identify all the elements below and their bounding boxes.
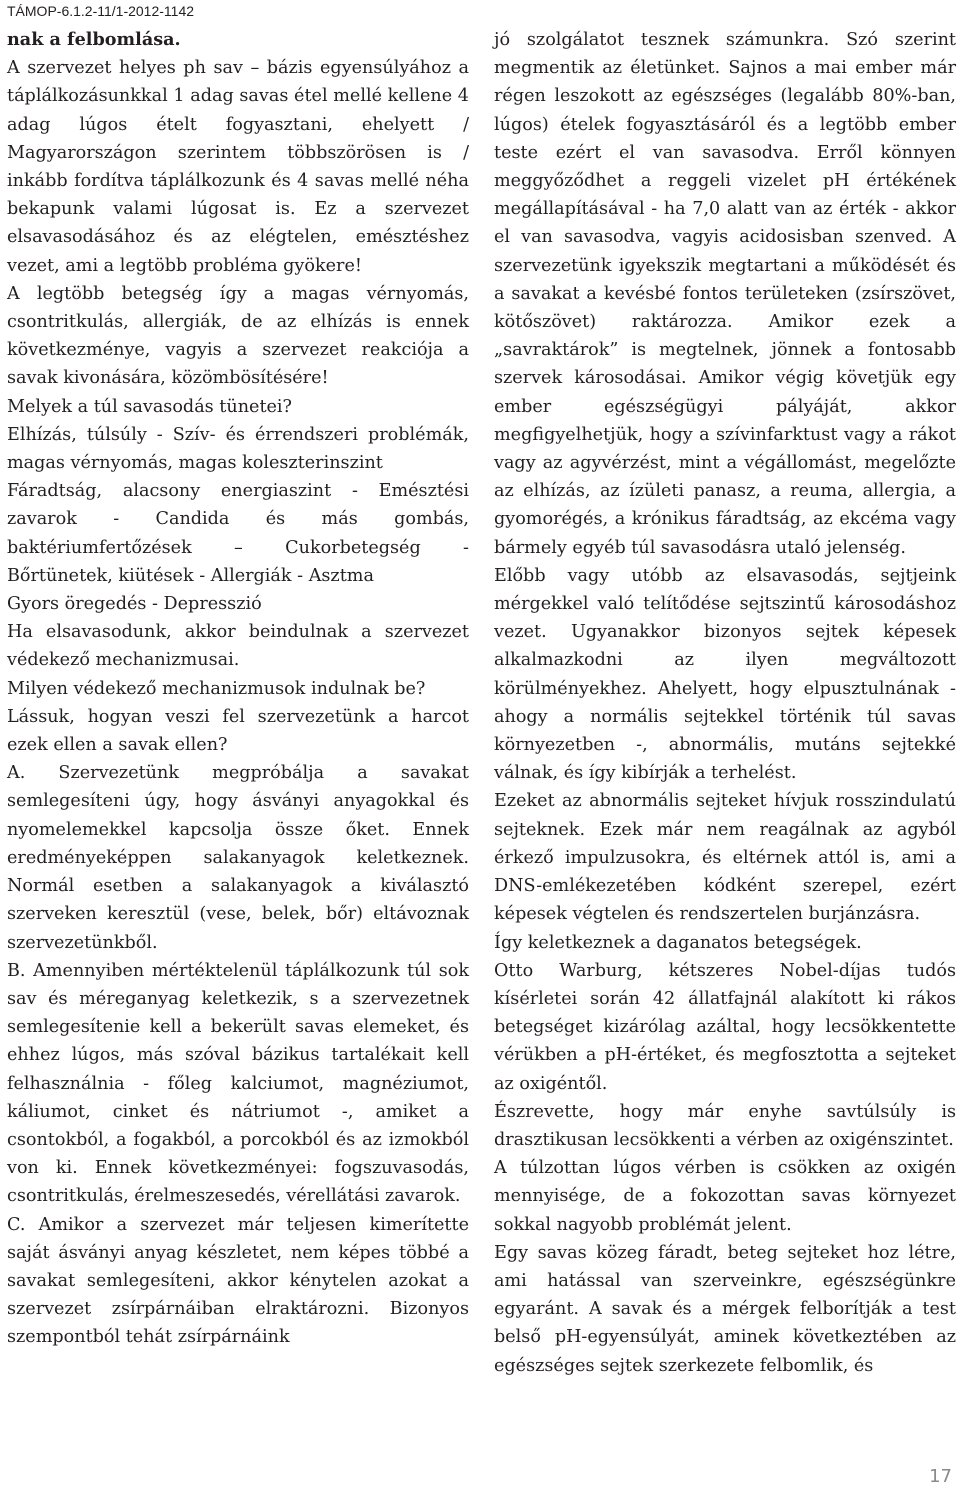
- paragraph: Milyen védekező mechanizmusok indulnak be?: [7, 678, 426, 699]
- paragraph: C. Amikor a szervezet már teljesen kimerítette saját ásványi anyag készletet, nem képes többé a savakat semlegesíteni, akkor kénytelen azokat a szervezet zsírpárnáiban elraktározni. Bizonyos szempontból tehát zsírpárnáink: [7, 1214, 469, 1348]
- left-column: [7, 26, 469, 1352]
- paragraph: Otto Warburg, kétszeres Nobel-díjas tudós kísérletei során 42 állatfajnál alakított ki rákos betegséget kizárólag azáltal, hogy lecsökkentette vérükben a pH-értéket, és megfosztotta a sejteket az oxigéntől.: [494, 960, 956, 1094]
- paragraph: A túlzottan lúgos vérben is csökken az oxigén mennyisége, de a fokozottan savas környezet sokkal nagyobb problémát jelent.: [494, 1158, 956, 1235]
- paragraph: Ha elsavasodunk, akkor beindulnak a szervezet védekező mechanizmusai.: [7, 622, 469, 671]
- page-number: 17: [929, 1466, 952, 1487]
- project-code: TÁMOP-6.1.2-11/1-2012-1142: [7, 3, 195, 19]
- continued-heading: nak a felbomlása.: [7, 29, 181, 50]
- paragraph: Gyors öregedés - Depresszió: [7, 594, 262, 615]
- paragraph: Melyek a túl savasodás tünetei?: [7, 396, 292, 417]
- paragraph: A szervezet helyes ph sav – bázis egyensúlyához a táplálkozásunkkal 1 adag savas étel mellé kellene 4 adag lúgos ételt fogyasztani, ehelyett / Magyarországon szerintem többszörösen is / inkább fordítva táplálkozunk és 4 savas mellé néha bekapunk valami lúgosat is. Ez a szervezet elsavasodásához és az elégtelen, emésztéshez vezet, ami a legtöbb probléma gyökere!: [7, 58, 469, 276]
- paragraph: Észrevette, hogy már enyhe savtúlsúly is drasztikusan lecsökkenti a vérben az oxigénszintet.: [494, 1101, 956, 1150]
- paragraph: B. Amennyiben mértéktelenül táplálkozunk túl sok sav és méreganyag keletkezik, s a szervezetnek semlegesítenie kell a bekerült savas elemeket, és ehhez lúgos, más szóval bázikus tartalékait kell felhasználnia - főleg kalciumot, magnéziumot, káliumot, cinket és nátriumot -, amiket a csontokból, a fogakból, a porcokból és az izmokból von ki. Ennek következményei: fogszuvasodás, csontritkulás, érelmeszesedés, vérellátási zavarok.: [7, 960, 469, 1207]
- paragraph: Lássuk, hogyan veszi fel szervezetünk a harcot ezek ellen a savak ellen?: [7, 706, 469, 756]
- paragraph: Egy savas közeg fáradt, beteg sejteket hoz létre, ami hatással van szerveinkre, egészségünkre egyaránt. A savak és a mérgek felborítják a test belső pH-egyensúlyát, aminek következtében az egészséges sejtek szerkezete felbomlik, és: [494, 1242, 956, 1376]
- paragraph: Fáradtság, alacsony energiaszint - Emésztési zavarok - Candida és más gombás, baktériumfertőzések – Cukorbetegség - Bőrtünetek, kiütések - Allergiák - Asztma: [7, 481, 469, 586]
- right-column: [494, 26, 956, 1380]
- paragraph: Így keletkeznek a daganatos betegségek.: [494, 932, 862, 953]
- paragraph: Ezeket az abnormális sejteket hívjuk rosszindulatú sejteknek. Ezek már nem reagálnak az agyból érkező impulzusokra, és eltérnek attól is, ami a DNS-emlékezetében kódként szerepel, ezért képesek végtelen és rendszertelen burjánzásra.: [494, 791, 956, 925]
- paragraph: A. Szervezetünk megpróbálja a savakat semlegesíteni úgy, hogy ásványi anyagokkal és nyomelemekkel kapcsolja össze őket. Ennek eredményeképpen salakanyagok keletkeznek. Normál esetben a salakanyagok a kiválasztó szerveken keresztül (vese, belek, bőr) eltávoznak szervezetünkből.: [7, 763, 469, 953]
- paragraph: Előbb vagy utóbb az elsavasodás, sejtjeink mérgekkel való telítődése sejtszintű károsodáshoz vezet. Ugyanakkor bizonyos sejtek képesek alkalmazkodni az ilyen megváltozott körülményekhez. Ahelyett, hogy elpusztulnának - ahogy a normális sejtekkel történik túl savas környezetben -, abnormális, mutáns sejtekké válnak, és így kibírják a terhelést.: [494, 565, 956, 784]
- paragraph: jó szolgálatot tesznek számunkra. Szó szerint megmentik az életünket. Sajnos a mai ember már régen leszokott az egészséges (legalább 80%-ban, lúgos) ételek fogyasztásáról és a legtöbb ember teste ezért el van savasodva. Erről könnyen meggyőződhet a reggeli vizelet pH értékének megállapításával - ha 7,0 alatt van az érték - akkor el van savasodva, vagyis acidosisban szenved. A szervezetünk igyekszik megtartani a működését és a savakat a kevésbé fontos területeken (zsírszövet, kötőszövet) raktározza. Amikor ezek a „savraktárok” is megtelnek, jönnek a fontosabb szervek károsodásai. Amikor végig követjük egy ember egészségügyi pályáját, akkor megfigyelhetjük, hogy a szívinfarktust vagy a rákot vagy az agyvérzést, mint a végállomást, megelőzte az elhízás, az ízületi panasz, a reuma, allergia, a gyomorégés, a krónikus fáradtság, az ekcéma vagy bármely egyéb túl savasodásra utaló jelenség.: [494, 30, 956, 558]
- paragraph: A legtöbb betegség így a magas vérnyomás, csontritkulás, allergiák, de az elhízás is ennek következménye, vagyis a szervezet reakciója a savak kivonására, közömbösítésére!: [7, 283, 469, 389]
- paragraph: Elhízás, túlsúly - Szív- és érrendszeri problémák, magas vérnyomás, magas koleszterinszint: [7, 424, 469, 474]
